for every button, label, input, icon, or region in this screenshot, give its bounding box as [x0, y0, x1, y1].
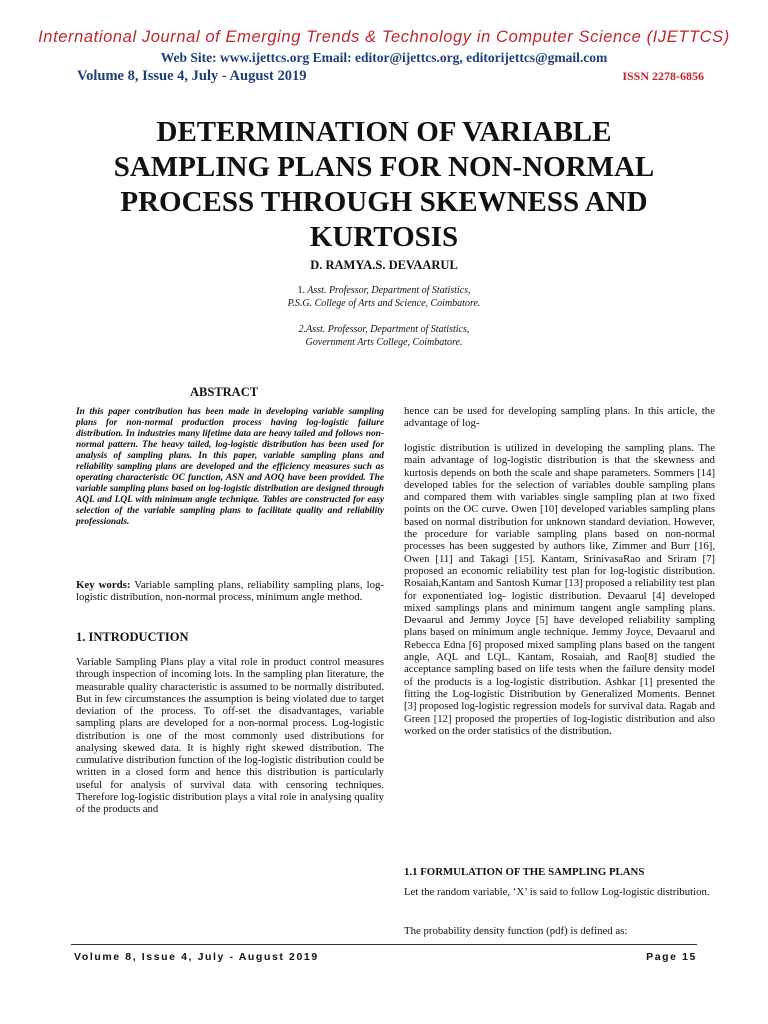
- abstract-text: In this paper contribution has been made in developing variable sampling plans for non-normal production process having log-logistic failure distribution. In industries many lifetime data are heavy tailed and follows non-normal pattern. The heavy tailed, log-logistic distribution has been used for analysis of sampling plans. In this paper, variable sampling plans and reliability sampling plans are developed and the efficiency measures such as operating characteristic OC function, ASN and AOQ have been provided. The variable sampling plans based on log-logistic distribution are designed through AQL and LQL with minimum angle technique. Tables are constructed for easy selection of the variable sampling plans to facilitate quality and reliability professionals.: [76, 407, 384, 528]
- footer-volume: Volume 8, Issue 4, July - August 2019: [74, 951, 319, 963]
- affiliation-number: 2.: [298, 324, 307, 335]
- affiliation-line: Asst. Professor, Department of Statistics,: [307, 285, 471, 296]
- authors: D. RAMYA.S. DEVAARUL: [310, 258, 458, 272]
- affiliation-1: [0, 284, 768, 310]
- right-column-body-text: logistic distribution is utilized in developing the sampling plans. The main advantage of log-logistic distribution is that the skewness and kurtosis depends on both the scale and shape parameters. Sommers [14] developed tables for the selection of variables double sampling plans and compared them with variables single sampling plan at two fixed points on the OC curve. Owen [10] developed variables sampling plans based on normal distribution for unknown standard deviation. However, the procedure for variable sampling plans based on non-normal processes has been suggested by authors like, Zimmer and Burr [16], Owen [11] and Takagi [15]. Kantam, SrinivasaRao and Sriram [7] proposed an economic reliability test plan for log-logistic distribution. Rosaiah,Kantam and Santosh Kumar [13] proposed a reliability test plan for exponentiated log- logistic distribution. Devaarul [4] developed mixed samplings plans and minimum tangent angle sampling plans. Devaarul and Jemmy Joyce [5] have developed reliability sampling plans based on minimum angle technique. Jemmy Joyce, Devaarul and Rebecca Edna [6] proposed mixed sampling plans based on the tangent angle, AQL and LQL. Kantam, Rosaiah, and Rao[8] studied the acceptance sampling based on life tests when the failure density model of the products is a log-logistic distribution. Ashkar [1] presented the fitting the Log-logistic Distribution by Generalized Moments. Bennet [3] proposed log-logistic regression models for survival data. Ragab and Green [12] proposed the properties of log-logistic distribution and also worked on the order statistics of the distribution.: [404, 442, 715, 737]
- keywords: [76, 579, 384, 604]
- keywords-label: Key words:: [76, 579, 131, 591]
- section-heading: 1.1 FORMULATION OF THE SAMPLING PLANS: [404, 866, 645, 878]
- introduction-heading: 1. INTRODUCTION: [76, 630, 189, 644]
- issn: ISSN 2278-6856: [622, 69, 704, 83]
- website-line: Web Site: www.ijettcs.org Email: editor@ijettcs.org, editorijettcs@gmail.com: [160, 50, 608, 65]
- journal-title: International Journal of Emerging Trends & Technology in Computer Science (IJETTCS): [38, 28, 730, 46]
- introduction-text: Variable Sampling Plans play a vital role in product control measures through inspection of incoming lots. In the sampling plan literature, the measurable quality characteristic is assumed to be normally distributed. But in few circumstances the assumption is being violated due to target deviation of the process. To off-set the disadvantages, variable sampling plans are developed for a non-normal process. Log-logistic distribution is one of the most commonly used distributions for analysing skewed data. It is highly right skewed distribution. The cumulative distribution function of the log-logistic distribution could be written in a closed form and hence this distribution is particularly useful for analysis of survival data with censoring techniques. Therefore log-logistic distribution plays a vital role in analysing quality of the products and: [76, 656, 384, 815]
- paper-title: DETERMINATION OF VARIABLE SAMPLING PLANS FOR NON-NORMAL PROCESS THROUGH SKEWNESS AND KURTOSIS: [113, 116, 655, 253]
- affiliation-line: P.S.G. College of Arts and Science, Coimbatore.: [287, 298, 481, 309]
- footer-divider: [71, 944, 697, 945]
- right-column-top-text: hence can be used for developing sampling plans. In this article, the advantage of log-: [404, 405, 715, 430]
- volume-line: Volume 8, Issue 4, July - August 2019: [77, 68, 307, 84]
- keywords-text: Variable sampling plans, reliability sampling plans, log-logistic distribution, non-normal process, minimum angle method.: [76, 579, 385, 604]
- affiliation-2: [0, 323, 768, 349]
- affiliation-line: Government Arts College, Coimbatore.: [305, 337, 463, 348]
- page-number: Page 15: [646, 951, 697, 963]
- pdf-definition-text: The probability density function (pdf) is defined as:: [404, 925, 628, 937]
- affiliation-line: Asst. Professor, Department of Statistics,: [306, 324, 470, 335]
- section-text: Let the random variable, ‘X’ is said to follow Log-logistic distribution.: [404, 886, 710, 898]
- affiliation-number: 1.: [297, 285, 305, 296]
- abstract-heading: ABSTRACT: [190, 385, 259, 399]
